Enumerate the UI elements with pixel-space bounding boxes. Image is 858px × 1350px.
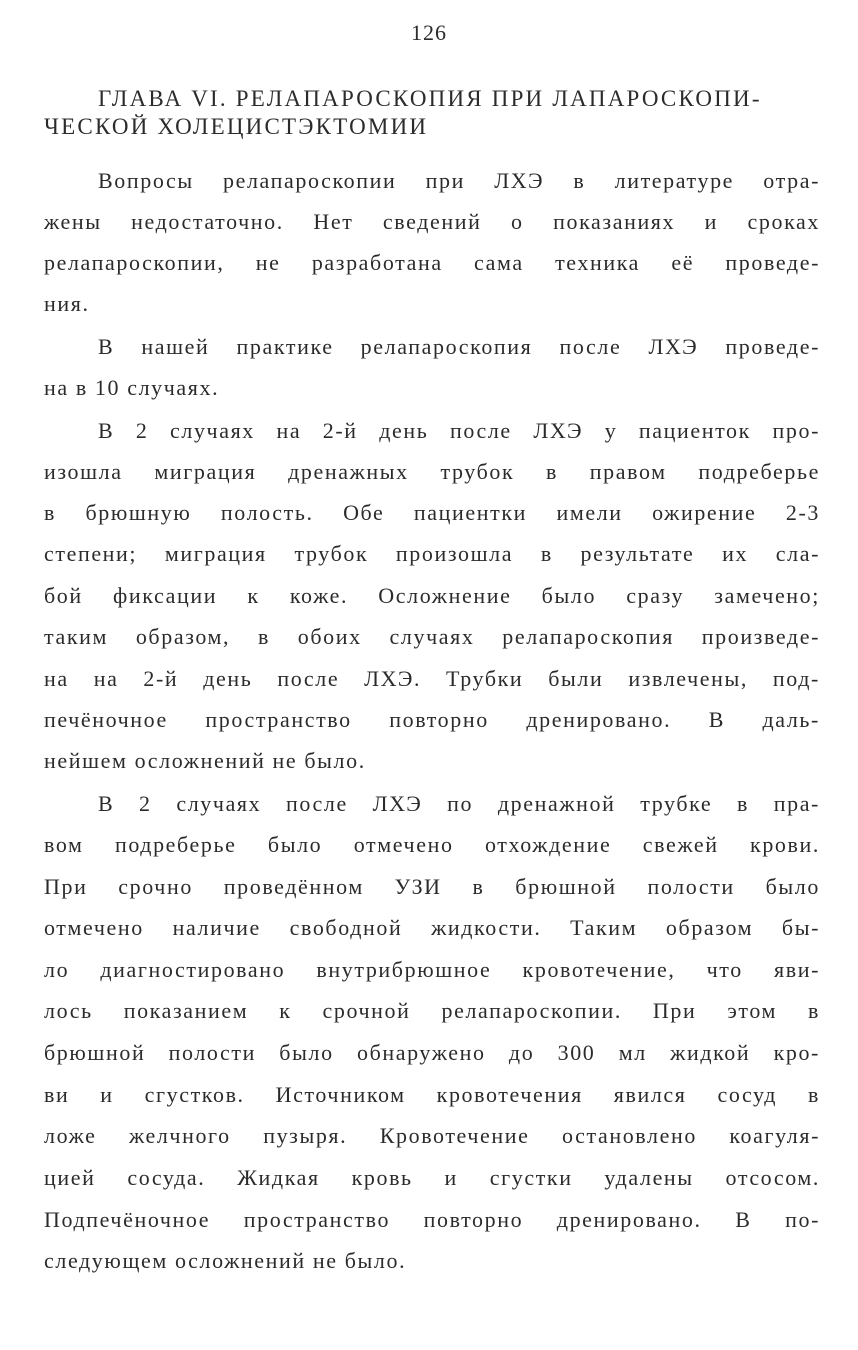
paragraph-line: В 2 случаях на 2-й день после ЛХЭ у пациенток про- (98, 418, 820, 443)
paragraph-line: При срочно проведённом УЗИ в брюшной полости было (44, 874, 820, 899)
paragraph-line: на в 10 случаях. (44, 375, 220, 400)
paragraph-line: В 2 случаях после ЛХЭ по дренажной трубке в пра- (98, 791, 820, 816)
paragraph-line: таким образом, в обоих случаях релапароскопия произведе- (44, 624, 820, 649)
chapter-heading-line-2: ЧЕСКОЙ ХОЛЕЦИСТЭКТОМИИ (44, 114, 429, 139)
chapter-heading-line-1: ГЛАВА VI. РЕЛАПАРОСКОПИЯ ПРИ ЛАПАРОСКОПИ- (98, 86, 762, 111)
paragraph-line: печёночное пространство повторно дренировано. В даль- (44, 707, 820, 732)
paragraph-line: степени; миграция трубок произошла в результате их сла- (44, 541, 820, 566)
paragraph-line: нейшем осложнений не было. (44, 748, 366, 773)
paragraph-line: ложе желчного пузыря. Кровотечение остановлено коагуля- (44, 1123, 820, 1148)
paragraph-line: в брюшную полость. Обе пациентки имели ожирение 2-3 (44, 500, 820, 525)
paragraph-line: вом подреберье было отмечено отхождение свежей крови. (44, 832, 820, 857)
paragraph-line: Вопросы релапароскопии при ЛХЭ в литературе отра- (98, 168, 820, 193)
paragraph-line: Подпечёночное пространство повторно дренировано. В по- (44, 1207, 820, 1232)
paragraph-line: ви и сгустков. Источником кровотечения явился сосуд в (44, 1082, 820, 1107)
paragraph-line: брюшной полости было обнаружено до 300 мл жидкой кро- (44, 1040, 820, 1065)
paragraph-line: ло диагностировано внутрибрюшное кровотечение, что яви- (44, 957, 820, 982)
paragraph-line: жены недостаточно. Нет сведений о показаниях и сроках (44, 209, 820, 234)
paragraph-line: В нашей практике релапароскопия после ЛХЭ проведе- (98, 334, 820, 359)
paragraph-line: на на 2-й день после ЛХЭ. Трубки были извлечены, под- (44, 666, 820, 691)
page-number: 126 (411, 20, 447, 45)
paragraph-line: изошла миграция дренажных трубок в правом подреберье (44, 459, 820, 484)
paragraph-line: ния. (44, 291, 90, 316)
paragraph-line: следующем осложнений не было. (44, 1248, 407, 1273)
paragraph-line: отмечено наличие свободной жидкости. Таким образом бы- (44, 915, 820, 940)
paragraph-line: бой фиксации к коже. Осложнение было сразу замечено; (44, 583, 820, 608)
paragraph-line: лось показанием к срочной релапароскопии. При этом в (44, 998, 820, 1023)
paragraph-line: цией сосуда. Жидкая кровь и сгустки удалены отсосом. (44, 1165, 820, 1190)
paragraph-line: релапароскопии, не разработана сама техника её проведе- (44, 250, 820, 275)
